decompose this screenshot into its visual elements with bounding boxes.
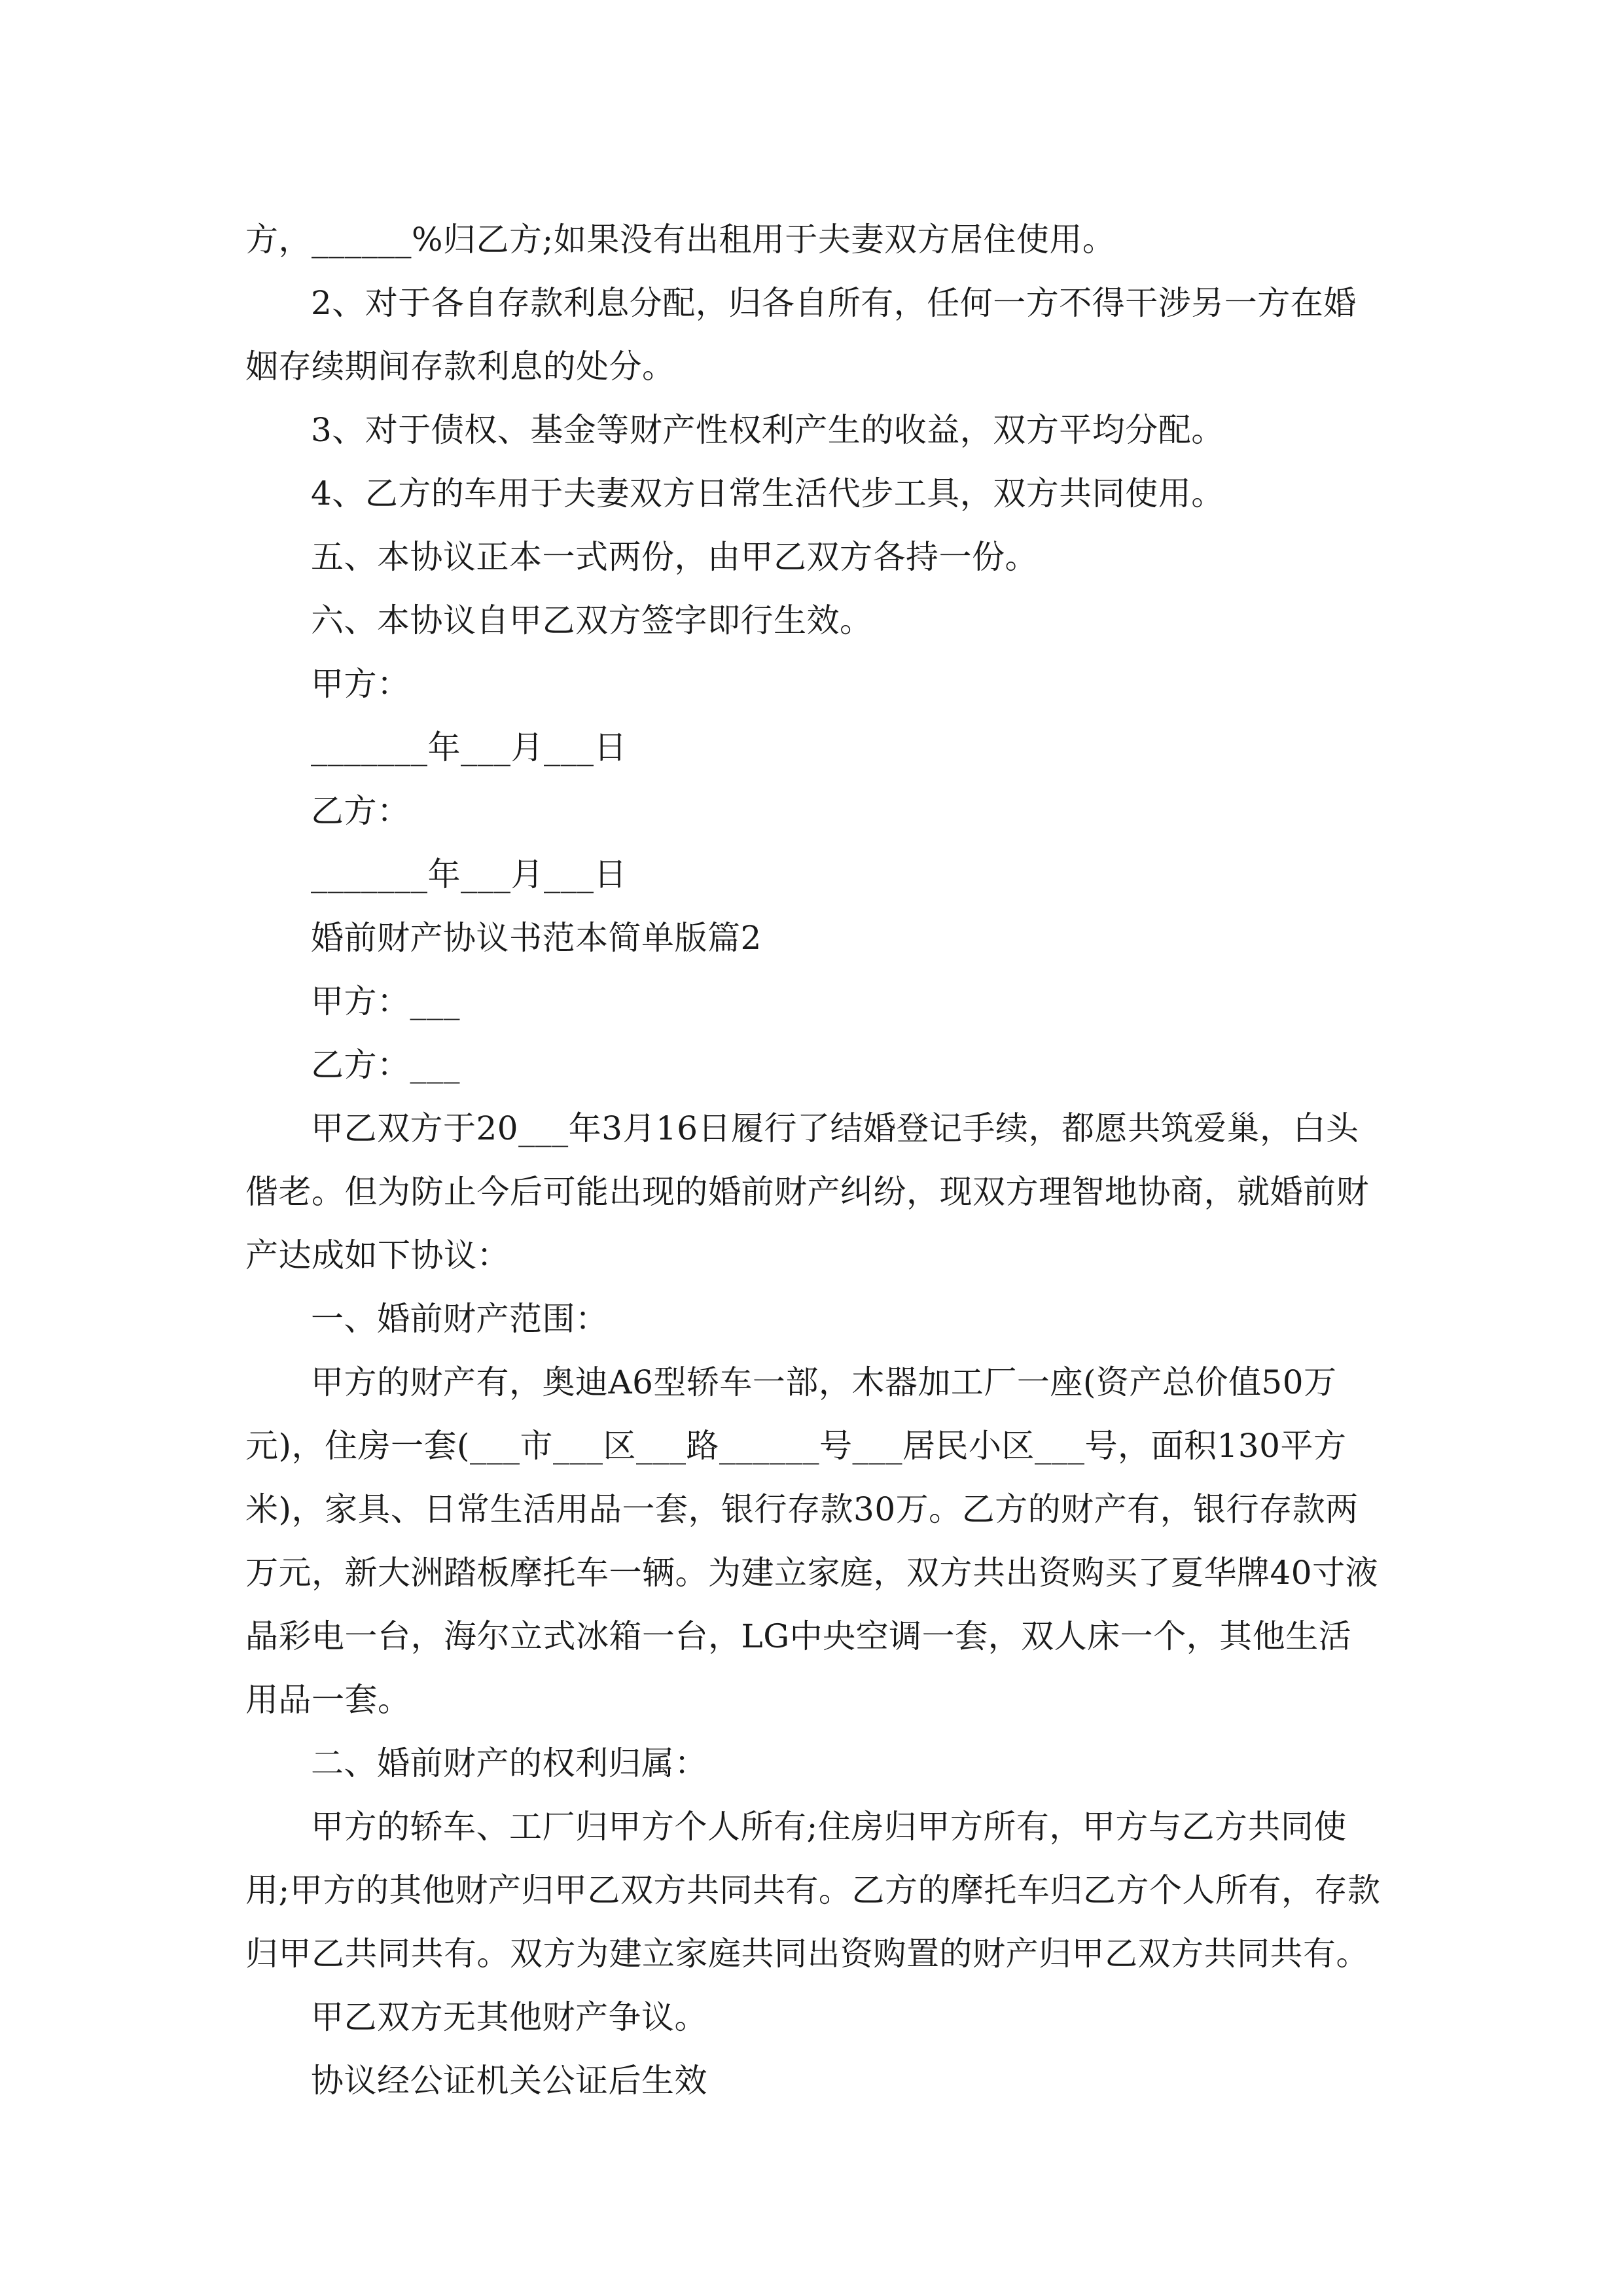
document-body [245,208,1384,2113]
section-title: 婚前财产协议书范本简单版篇2 [311,919,762,957]
paragraph: 协议经公证机关公证后生效 [311,2062,707,2100]
paragraph: 3、对于债权、基金等财产性权利产生的收益，双方平均分配。 [311,411,1224,449]
paragraph: 甲方的财产有，奥迪A6型轿车一部，木器加工厂一座(资产总价值50万元)，住房一套(___市___区___路______号___居民小区___号，面积130平方米)，家具、日常生活用品一套，银行存款30万。乙方的财产有，银行存款两万元，新大洲踏板摩托车一辆。为建立家庭，双方共出资购买了夏华牌40寸液晶彩电一台，海尔立式冰箱一台，LG中央空调一套，双人床一个，其他生活用品一套。 [245,1363,1379,1719]
paragraph: 五、本协议正本一式两份，由甲乙双方各持一份。 [311,538,1038,576]
clause-heading: 一、婚前财产范围： [311,1300,609,1338]
party-a-line: 甲方：___ [311,982,460,1020]
date-line: _______年___月___日 [311,728,627,766]
signature-label-party-a: 甲方： [311,665,410,703]
paragraph: 4、乙方的车用于夫妻双方日常生活代步工具，双方共同使用。 [311,475,1224,512]
paragraph: 甲乙双方于20___年3月16日履行了结婚登记手续，都愿共筑爱巢，白头偕老。但为防止今后可能出现的婚前财产纠纷，现双方理智地协商，就婚前财产达成如下协议： [245,1109,1369,1274]
paragraph: 甲方的轿车、工厂归甲方个人所有;住房归甲方所有，甲方与乙方共同使用;甲方的其他财产归甲乙双方共同共有。乙方的摩托车归乙方个人所有，存款归甲乙共同共有。双方为建立家庭共同出资购置的财产归甲乙双方共同共有。 [245,1808,1381,1973]
clause-heading: 二、婚前财产的权利归属： [311,1744,707,1782]
paragraph: 甲乙双方无其他财产争议。 [311,1998,707,2036]
paragraph: 六、本协议自甲乙双方签字即行生效。 [311,601,873,639]
signature-label-party-b: 乙方： [311,792,410,830]
paragraph: 方，______%归乙方;如果没有出租用于夫妻双方居住使用。 [245,221,1116,259]
party-b-line: 乙方：___ [311,1046,460,1084]
paragraph: 2、对于各自存款利息分配，归各自所有，任何一方不得干涉另一方在婚姻存续期间存款利息的处分。 [245,284,1357,386]
date-line: _______年___月___日 [311,855,627,893]
